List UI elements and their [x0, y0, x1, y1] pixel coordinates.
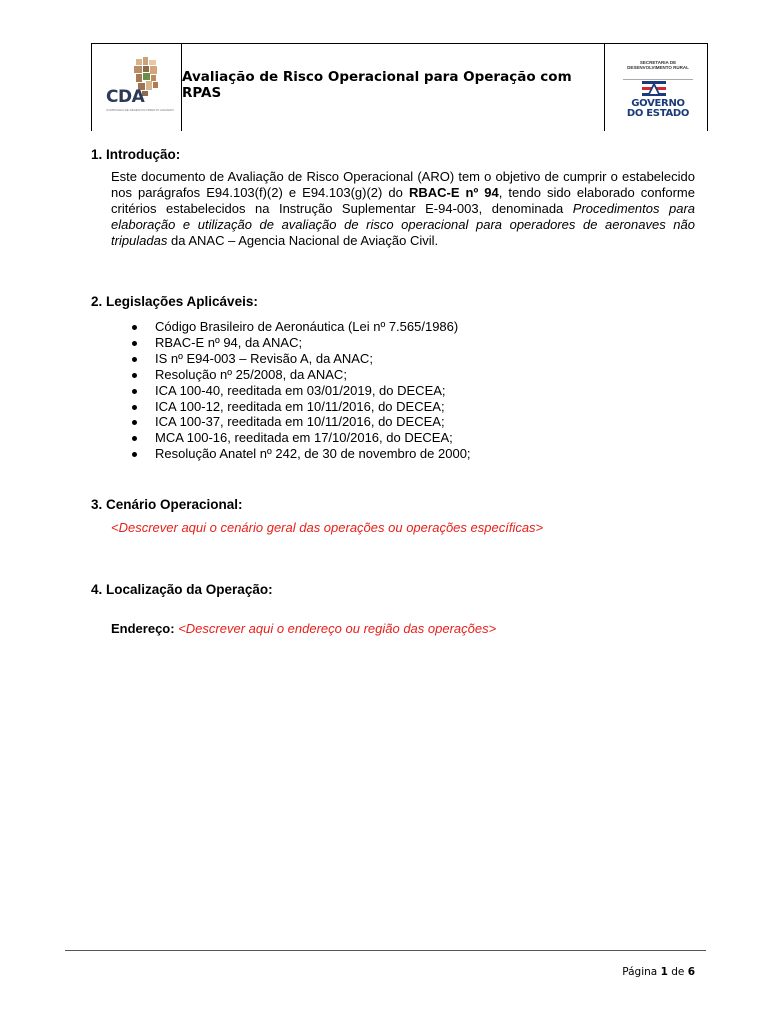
list-item: ICA 100-12, reeditada em 10/11/2016, do DECEA; — [111, 399, 471, 415]
cenario-placeholder: <Descrever aqui o cenário geral das operações ou operações específicas> — [111, 520, 544, 535]
document-title: Avaliação de Risco Operacional para Operação com RPAS — [182, 68, 572, 101]
heading-legislacoes: 2. Legislações Aplicáveis: — [91, 294, 258, 309]
intro-text-italic: Procedimentos para elaboração e utilização de avaliação de risco operacional para operadores de aeronaves não tripuladas — [111, 201, 696, 248]
list-item: ICA 100-37, reeditada em 10/11/2016, do DECEA; — [111, 414, 471, 430]
cda-logo-tagline: COMPANHIA DE DESENVOLVIMENTO AGRARIO — [106, 108, 174, 112]
cda-logo-cell — [91, 44, 182, 131]
intro-text-2: , tendo sido elaborado conforme critérios estabelecidos na Instrução Suplementar E-94-003, denominada — [111, 185, 695, 216]
list-item: Código Brasileiro de Aeronáutica (Lei nº 7.565/1986) — [111, 319, 471, 335]
heading-localizacao: 4. Localização da Operação: — [91, 582, 273, 597]
bahia-flag-icon — [642, 81, 666, 97]
gov-divider — [623, 79, 693, 80]
list-item: IS nº E94-003 – Revisão A, da ANAC; — [111, 351, 471, 367]
legislacoes-list — [111, 319, 471, 462]
list-item: MCA 100-16, reeditada em 17/10/2016, do DECEA; — [111, 430, 471, 446]
endereco-line — [111, 621, 496, 636]
page-label: Página — [622, 966, 658, 978]
footer-divider — [65, 950, 706, 951]
list-item: ICA 100-40, reeditada em 03/01/2019, do DECEA; — [111, 383, 471, 399]
governo-logo-cell — [604, 44, 708, 131]
endereco-placeholder: <Descrever aqui o endereço ou região das operações> — [178, 621, 497, 636]
intro-text-1: Este documento de Avaliação de Risco Operacional (ARO) tem o objetivo de cumprir o estabelecido nos parágrafos E94.103(f)(2) e E94.103(g)(2) do — [111, 169, 695, 200]
document-header — [91, 43, 708, 131]
page-number — [622, 966, 695, 978]
intro-text-bold: RBAC-E nº 94 — [408, 185, 499, 200]
gov-name-line1: GOVERNO — [631, 98, 685, 109]
endereco-label: Endereço: — [111, 621, 175, 636]
heading-introducao: 1. Introdução: — [91, 147, 181, 162]
list-item: RBAC-E nº 94, da ANAC; — [111, 335, 471, 351]
gov-name-line2: DO ESTADO — [626, 108, 690, 119]
intro-text-3: da ANAC – Agencia Nacional de Aviação Civil. — [167, 233, 439, 248]
heading-cenario: 3. Cenário Operacional: — [91, 497, 243, 512]
list-item: Resolução nº 25/2008, da ANAC; — [111, 367, 471, 383]
list-item: Resolução Anatel nº 242, de 30 de novembro de 2000; — [111, 446, 471, 462]
page-separator: de — [671, 966, 685, 978]
page-total: 6 — [687, 966, 695, 978]
page-current: 1 — [660, 966, 668, 978]
introducao-paragraph — [111, 169, 695, 249]
gov-name — [619, 99, 697, 119]
cda-logo-text: CDA — [106, 87, 145, 107]
gov-secretaria-text: SECRETARIA DE DESENVOLVIMENTO RURAL — [627, 60, 689, 70]
